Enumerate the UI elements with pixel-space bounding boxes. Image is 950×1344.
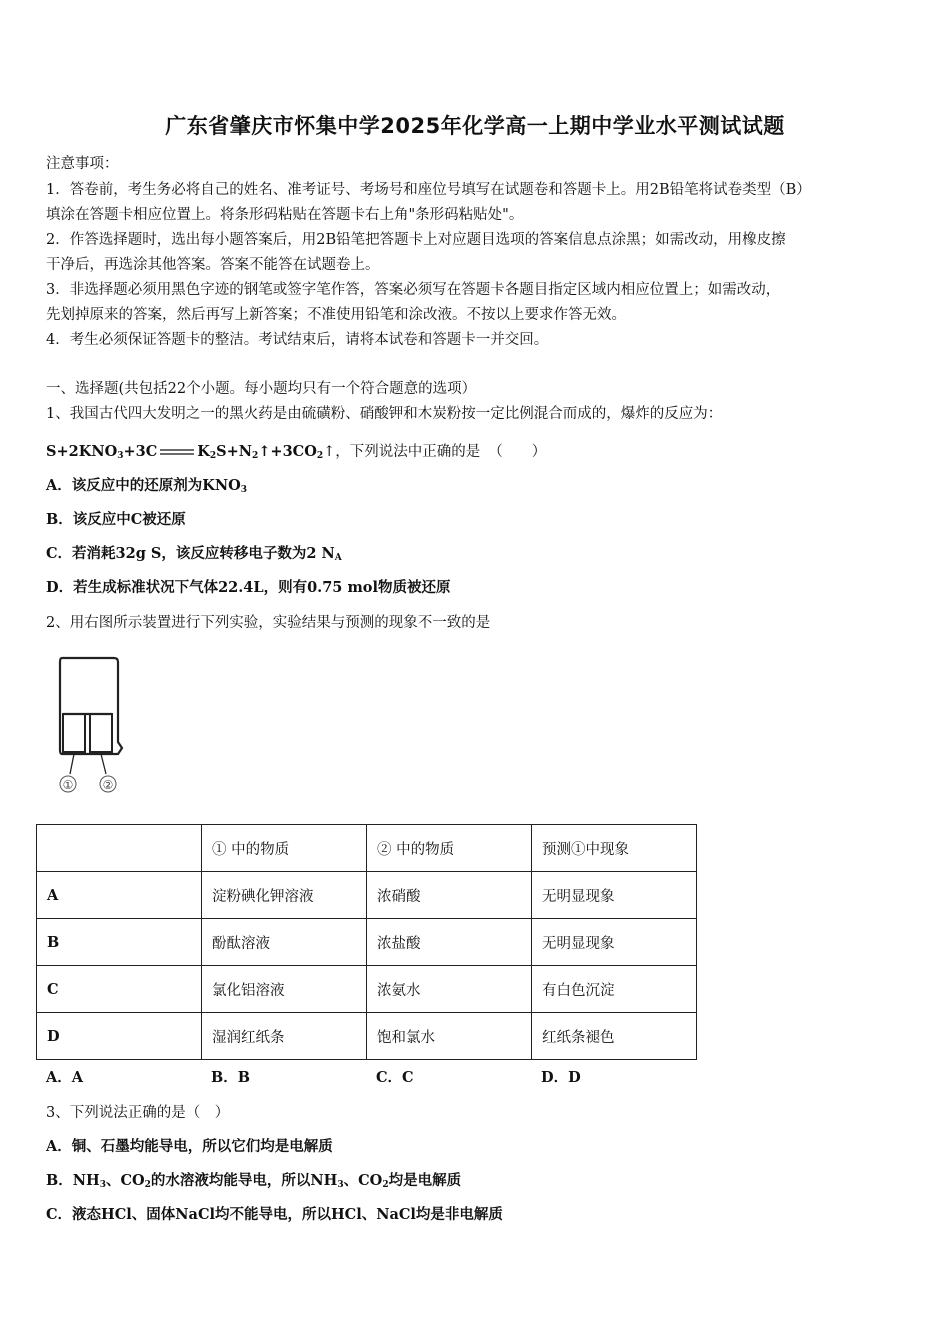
q1-equation — [46, 440, 546, 461]
table-row — [37, 919, 697, 966]
eq-part: ↑，下列说法中正确的是 — [323, 444, 481, 460]
notice-line-3: 2．作答选择题时，选出每小题答案后，用2B铅笔把答题卡上对应题目选项的答案信息点涂黑；如需改动，用橡皮擦 — [46, 232, 786, 248]
opt-sub: 2 — [144, 1180, 151, 1190]
q2-stem: 2、用右图所示装置进行下列实验，实验结果与预测的现象不一致的是 — [46, 615, 491, 631]
opt-text: B．NH — [46, 1172, 100, 1189]
fig-label-2: ② — [102, 778, 114, 792]
table-cell: 无明显现象 — [532, 872, 697, 919]
opt-text: 的水溶液均能导电，所以NH — [150, 1172, 338, 1189]
notice-line-4: 干净后，再选涂其他答案。答案不能答在试题卷上。 — [46, 257, 380, 273]
eq-part: +3C — [123, 443, 158, 460]
table-row — [37, 1013, 697, 1060]
q3-option-c: C．液态HCl、固体NaCl均不能导电，所以HCl、NaCl均是非电解质 — [46, 1206, 503, 1223]
q3-option-b — [46, 1169, 461, 1190]
q1-option-d: D．若生成标准状况下气体22.4L，则有0.75 mol物质被还原 — [46, 579, 451, 596]
q2-answer-a: A．A — [46, 1069, 84, 1086]
eq-sub: 2 — [209, 451, 217, 461]
table-cell: A — [37, 872, 202, 919]
q2-options-table — [36, 824, 697, 1060]
notice-heading: 注意事项： — [46, 156, 119, 172]
fig-label-1: ① — [62, 778, 74, 792]
opt-sub: A — [334, 553, 342, 563]
opt-text: 、CO — [343, 1172, 383, 1189]
q2-answer-d: D．D — [541, 1069, 581, 1086]
table-cell: 预测①中现象 — [532, 825, 697, 872]
notice-line-5: 3．非选择题必须用黑色字迹的钢笔或签字笔作答，答案必须写在答题卡各题目指定区域内相应位置上；如需改动， — [46, 282, 781, 298]
opt-sub: 2 — [382, 1180, 389, 1190]
table-cell: 红纸条褪色 — [532, 1013, 697, 1060]
eq-part: ↑+3CO — [258, 443, 317, 460]
table-cell: 氯化铝溶液 — [202, 966, 367, 1013]
table-row — [37, 872, 697, 919]
apparatus-figure — [50, 650, 140, 800]
opt-text: A．该反应中的还原剂为KNO — [46, 477, 241, 494]
table-row — [37, 966, 697, 1013]
table-cell — [37, 825, 202, 872]
q3-option-a: A．铜、石墨均能导电，所以它们均是电解质 — [46, 1138, 333, 1155]
table-cell: 有白色沉淀 — [532, 966, 697, 1013]
eq-sub: 2 — [252, 451, 259, 461]
page-title: 广东省肇庆市怀集中学2025年化学高一上期中学业水平测试试题 — [165, 114, 785, 138]
notice-line-2: 填涂在答题卡相应位置上。将条形码粘贴在答题卡右上角"条形码粘贴处"。 — [46, 207, 524, 223]
section-heading: 一、选择题(共包括22个小题。每小题均只有一个符合题意的选项） — [46, 381, 477, 397]
table-cell: C — [37, 966, 202, 1013]
table-cell: 浓氨水 — [367, 966, 532, 1013]
table-cell: 湿润红纸条 — [202, 1013, 367, 1060]
eq-paren: （ ） — [488, 444, 547, 460]
q1-option-b: B．该反应中C被还原 — [46, 511, 186, 528]
table-cell: 浓盐酸 — [367, 919, 532, 966]
notice-line-6: 先划掉原来的答案，然后再写上新答案；不准使用铅笔和涂改液。不按以上要求作答无效。 — [46, 307, 626, 323]
opt-text: C．若消耗32g S，该反应转移电子数为2 N — [46, 545, 335, 562]
q2-answer-b: B．B — [211, 1069, 251, 1086]
table-cell: 酚酞溶液 — [202, 919, 367, 966]
eq-sub: 3 — [117, 451, 124, 461]
table-cell: ② 中的物质 — [367, 825, 532, 872]
table-header-row — [37, 825, 697, 872]
opt-sub: 3 — [337, 1180, 344, 1190]
notice-line-1: 1．答卷前，考生务必将自己的姓名、准考证号、考场号和座位号填写在试题卷和答题卡上。用2B铅笔将试卷类型（B） — [46, 182, 811, 198]
q2-answer-c: C．C — [376, 1069, 414, 1086]
eq-part: S+2KNO — [46, 443, 118, 460]
table-cell: B — [37, 919, 202, 966]
table-cell: 浓硝酸 — [367, 872, 532, 919]
opt-text: 均是电解质 — [388, 1172, 462, 1189]
equals-arrow-icon — [159, 447, 195, 457]
table-cell: D — [37, 1013, 202, 1060]
opt-sub: 3 — [240, 485, 248, 495]
q3-stem: 3、下列说法正确的是（ ） — [46, 1105, 230, 1121]
eq-part: S+N — [216, 443, 252, 460]
opt-text: 、CO — [105, 1172, 145, 1189]
table-cell: 淀粉碘化钾溶液 — [202, 872, 367, 919]
table-cell: 饱和氯水 — [367, 1013, 532, 1060]
notice-line-7: 4．考生必须保证答题卡的整洁。考试结束后，请将本试卷和答题卡一并交回。 — [46, 332, 549, 348]
q1-option-a — [46, 474, 247, 495]
table-cell: ① 中的物质 — [202, 825, 367, 872]
q1-option-c — [46, 542, 342, 563]
q1-stem: 1、我国古代四大发明之一的黑火药是由硫磺粉、硝酸钾和木炭粉按一定比例混合而成的，爆炸的反应为： — [46, 406, 723, 422]
eq-part: K — [197, 443, 210, 460]
eq-sub: 2 — [316, 451, 324, 461]
table-cell: 无明显现象 — [532, 919, 697, 966]
opt-sub: 3 — [99, 1180, 106, 1190]
